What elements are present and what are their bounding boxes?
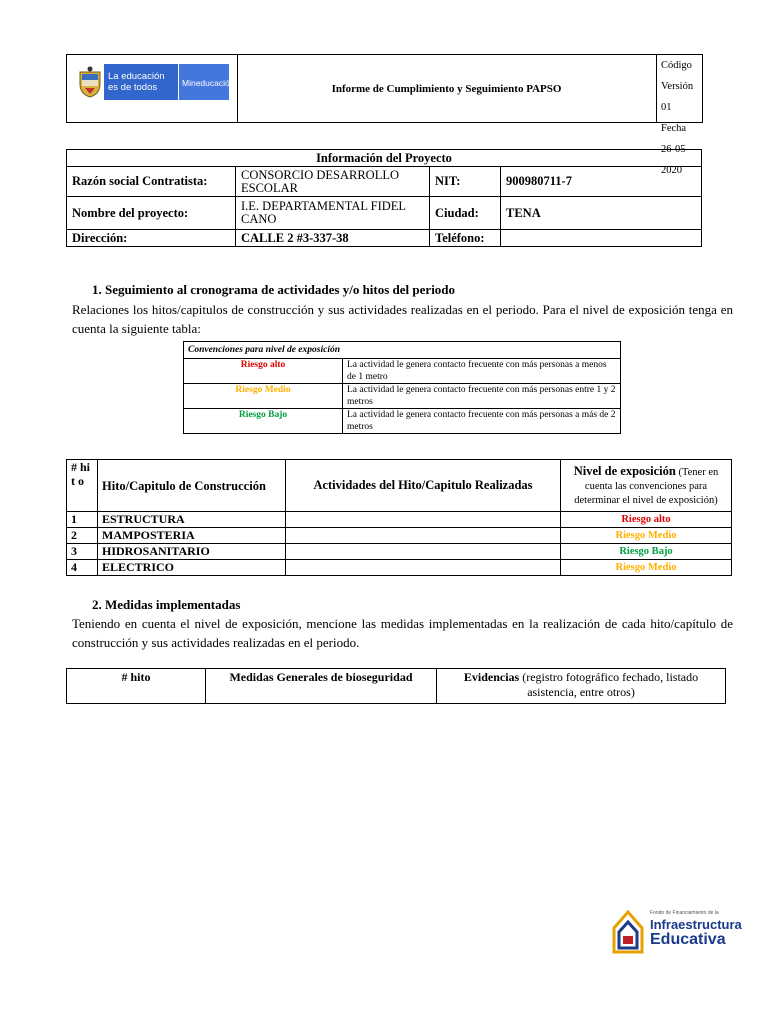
document-title: Informe de Cumplimiento y Seguimiento PAPSO <box>237 55 657 122</box>
logo-slogan-line2: es de todos <box>108 82 158 93</box>
convention-text-medio: La actividad le genera contacto frecuente con más personas entre 1 y 2 metros <box>343 384 621 409</box>
col-num-header: # hit o <box>67 460 98 512</box>
row-num: 4 <box>67 560 98 576</box>
row-acts <box>286 528 561 544</box>
row-num: 3 <box>67 544 98 560</box>
section2-paragraph: Teniendo en cuenta el nivel de exposición, mencione las medidas implementadas en la realización de cada hito/capítulo de construcción y sus actividades realizadas en el periodo. <box>72 616 733 650</box>
col-medidas-header: Medidas Generales de bioseguridad <box>206 669 437 704</box>
col-acts-header: Actividades del Hito/Capitulo Realizadas <box>286 460 561 512</box>
document-meta <box>657 55 702 176</box>
razon-value: CONSORCIO DESARROLLO ESCOLAR <box>236 167 430 197</box>
project-info-heading: Información del Proyecto <box>67 150 702 167</box>
col-nivel-note: (Tener en cuenta las convenciones para determinar el nivel de exposición) <box>574 466 719 506</box>
row-nivel: Riesgo Medio <box>561 528 732 544</box>
header-logo-cell <box>67 55 238 122</box>
row-num: 1 <box>67 512 98 528</box>
ciudad-label: Ciudad: <box>430 197 501 230</box>
activities-table <box>66 459 732 576</box>
school-house-icon <box>610 906 646 956</box>
row-hito: ELECTRICO <box>98 560 286 576</box>
ciudad-value: TENA <box>501 197 702 230</box>
table-row <box>67 512 732 528</box>
col-nivel-header <box>561 460 732 512</box>
logo-slogan-line1: La educación <box>108 71 165 82</box>
nombre-value: I.E. DEPARTAMENTAL FIDEL CANO <box>236 197 430 230</box>
mineducacion-logo <box>77 64 235 100</box>
row-acts <box>286 544 561 560</box>
nit-label: NIT: <box>430 167 501 197</box>
section2-title: 2. Medidas implementadas <box>92 597 241 612</box>
row-hito: ESTRUCTURA <box>98 512 286 528</box>
nombre-label: Nombre del proyecto: <box>67 197 236 230</box>
row-acts <box>286 560 561 576</box>
col-hito-header: Hito/Capitulo de Construcción <box>98 460 286 512</box>
logo-ministry: Mineducación <box>179 64 229 100</box>
col-hito-header: # hito <box>67 669 206 704</box>
row-acts <box>286 512 561 528</box>
table-row <box>67 528 732 544</box>
version-label: Versión 01 <box>661 81 694 113</box>
colombia-shield-icon <box>77 66 103 98</box>
conventions-table <box>183 341 621 434</box>
codigo-label: Código <box>661 60 692 71</box>
convention-level-medio: Riesgo Medio <box>184 384 343 409</box>
nit-value: 900980711-7 <box>501 167 702 197</box>
row-hito: HIDROSANITARIO <box>98 544 286 560</box>
col-nivel-title: Nivel de exposición <box>573 463 676 478</box>
direccion-label: Dirección: <box>67 230 236 247</box>
convention-text-alto: La actividad le genera contacto frecuente con más personas a menos de 1 metro <box>343 359 621 384</box>
col-evidencias-title: Evidencias <box>463 670 520 684</box>
conventions-heading: Convenciones para nivel de exposición <box>184 342 621 359</box>
section1-paragraph: Relaciones los hitos/capitulos de construcción y sus actividades realizadas en el periodo. Para el nivel de exposición tenga en cuenta la siguiente tabla: <box>72 302 733 336</box>
razon-label: Razón social Contratista: <box>67 167 236 197</box>
project-info-table <box>66 149 702 247</box>
convention-text-bajo: La actividad le genera contacto frecuente con más personas a más de 2 metros <box>343 409 621 434</box>
col-evidencias-header <box>437 669 726 704</box>
logo-fund-line1: Fondo de Financiamiento de la <box>650 910 719 916</box>
row-hito: MAMPOSTERIA <box>98 528 286 544</box>
logo-slogan <box>104 64 178 100</box>
telefono-label: Teléfono: <box>430 230 501 247</box>
fondo-infraestructura-logo <box>610 904 742 958</box>
logo-fund-line3: Educativa <box>650 931 726 948</box>
convention-level-bajo: Riesgo Bajo <box>184 409 343 434</box>
measures-table <box>66 668 726 704</box>
direccion-value: CALLE 2 #3-337-38 <box>236 230 430 247</box>
row-nivel: Riesgo Medio <box>561 560 732 576</box>
col-evidencias-note: (registro fotográfico fechado, listado asistencia, entre otros) <box>519 670 699 699</box>
telefono-value <box>501 230 702 247</box>
table-row <box>67 544 732 560</box>
section1-title: 1. Seguimiento al cronograma de actividades y/o hitos del periodo <box>92 282 456 297</box>
row-nivel: Riesgo Bajo <box>561 544 732 560</box>
fecha-label: Fecha 26-05-2020 <box>661 123 689 176</box>
convention-level-alto: Riesgo alto <box>184 359 343 384</box>
row-num: 2 <box>67 528 98 544</box>
table-row <box>67 560 732 576</box>
logo-fund-line2: Infraestructura <box>650 917 742 932</box>
row-nivel: Riesgo alto <box>561 512 732 528</box>
